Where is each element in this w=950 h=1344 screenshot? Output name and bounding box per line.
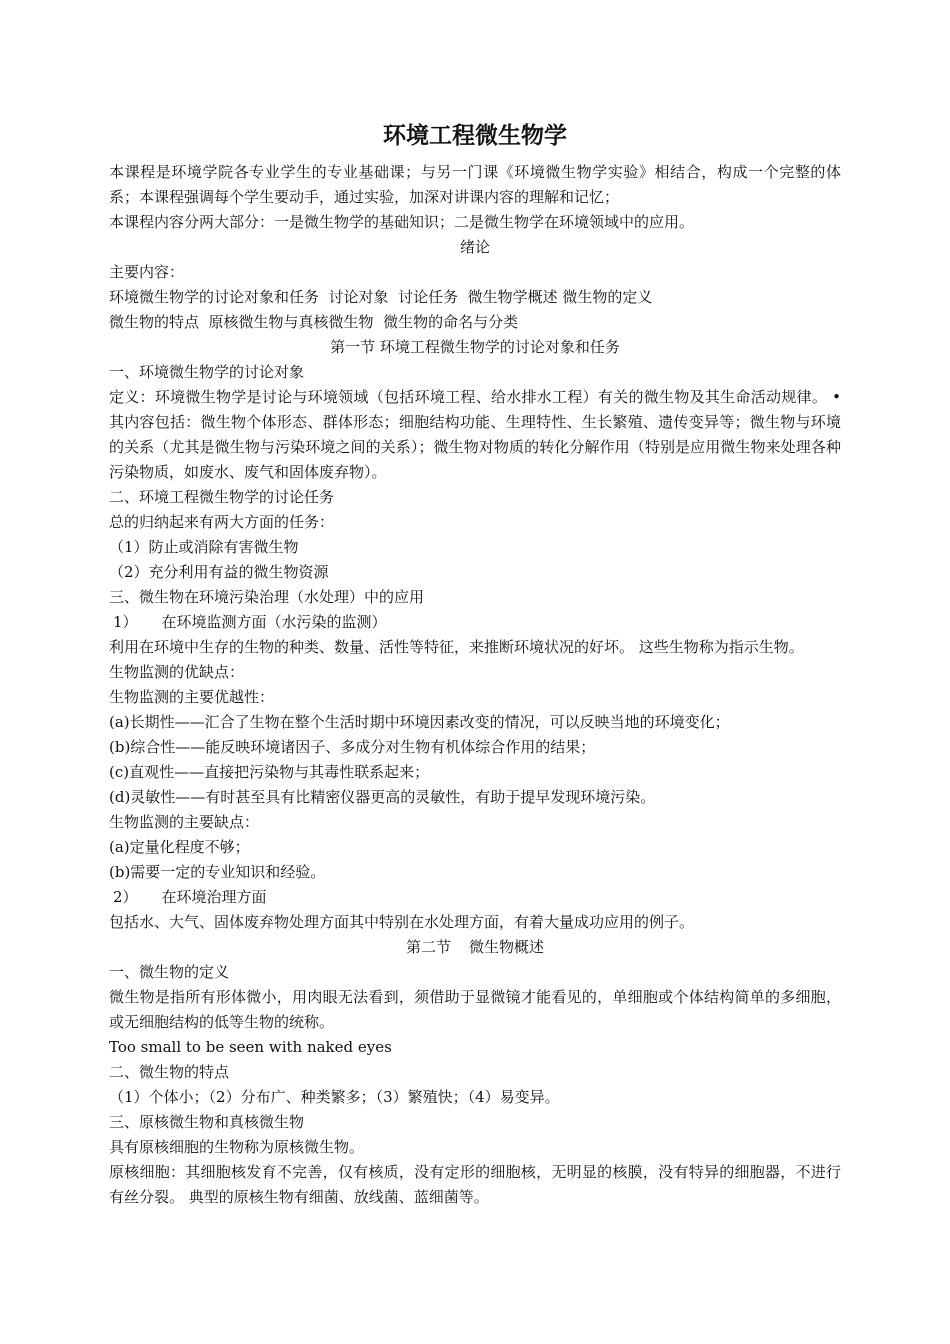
section2-english-line: Too small to be seen with naked eyes: [109, 1038, 392, 1056]
pros-item-b: (b)综合性——能反映环境诸因子、多成分对生物有机体综合作用的结果；: [109, 738, 596, 756]
intro-paragraph-2: 本课程内容分两大部分：一是微生物学的基础知识；二是微生物学在环境领域中的应用。: [109, 213, 695, 231]
pros-cons-label: 生物监测的优缺点：: [109, 663, 245, 681]
section2-heading-title: 微生物概述: [469, 938, 545, 956]
section1-sub3-heading: 三、微生物在环境污染治理（水处理）中的应用: [109, 588, 425, 606]
section1-sub2-text: 总的归纳起来有两大方面的任务：: [109, 513, 335, 531]
pros-item-d: (d)灵敏性——有时甚至具有比精密仪器更高的灵敏性，有助于提早发现环境污染。: [109, 788, 656, 806]
section2-heading: [109, 935, 841, 960]
task-item-1: （1）防止或消除有害微生物: [109, 538, 299, 556]
application-item-2-text: 包括水、大气、固体废弃物处理方面其中特别在水处理方面，有着大量成功应用的例子。: [109, 913, 695, 931]
section2-sub1-text: 微生物是指所有形体微小，用肉眼无法看到，须借助于显微镜才能看见的，单细胞或个体结构简单的多细胞，或无细胞结构的低等生物的统称。: [109, 988, 841, 1031]
section1-sub1-heading: 一、环境微生物学的讨论对象: [109, 363, 305, 381]
pros-item-a: (a)长期性——汇合了生物在整个生活时期中环境因素改变的情况，可以反映当地的环境变化；: [109, 713, 730, 731]
section1-sub1-text: 定义：环境微生物学是讨论与环境领域（包括环境工程、给水排水工程）有关的微生物及其生命活动规律。 •其内容包括：微生物个体形态、群体形态；细胞结构功能、生理特性、生长繁殖、遗传变异等；微生物与环境的关系（尤其是微生物与污染环境之间的关系）；微生物对物质的转化分解作用（特别是应用微生物来处理各种污染物质，如废水、废气和固体废弃物）。: [109, 388, 841, 481]
application-item-1-number: 1）: [113, 613, 138, 631]
application-item-1-title: 在环境监测方面（水污染的监测）: [161, 613, 387, 631]
document-body: [109, 118, 841, 1210]
cons-item-a: (a)定量化程度不够；: [109, 838, 250, 856]
intro-heading: 绪论: [459, 238, 490, 256]
section2-sub3-heading: 三、原核微生物和真核微生物: [109, 1113, 305, 1131]
section2-sub3-text-1: 具有原核细胞的生物称为原核微生物。: [109, 1138, 365, 1156]
section1-sub2-heading: 二、环境工程微生物学的讨论任务: [109, 488, 335, 506]
main-content-label: 主要内容：: [109, 263, 185, 281]
task-item-2: （2）充分利用有益的微生物资源: [109, 563, 329, 581]
section2-sub2-text: （1）个体小；（2）分布广、种类繁多；（3）繁殖快；（4）易变异。: [109, 1088, 560, 1106]
cons-item-b: (b)需要一定的专业知识和经验。: [109, 863, 326, 881]
application-item-2-number: 2）: [113, 888, 138, 906]
cons-label: 生物监测的主要缺点：: [109, 813, 260, 831]
section2-sub2-heading: 二、微生物的特点: [109, 1063, 230, 1081]
application-item-2: [109, 885, 841, 910]
application-item-1: [109, 610, 841, 635]
pros-item-c: (c)直观性——直接把污染物与其毒性联系起来；: [109, 763, 430, 781]
intro-paragraph-1: 本课程是环境学院各专业学生的专业基础课；与另一门课《环境微生物学实验》相结合，构成一个完整的体系；本课程强调每个学生要动手，通过实验，加深对讲课内容的理解和记忆；: [109, 163, 841, 206]
application-item-1-text: 利用在环境中生存的生物的种类、数量、活性等特征，来推断环境状况的好坏。 这些生物称为指示生物。: [109, 638, 804, 656]
application-item-2-title: 在环境治理方面: [161, 888, 267, 906]
main-content-line-1: 环境微生物学的讨论对象和任务 讨论对象 讨论任务 微生物学概述 微生物的定义: [109, 288, 653, 306]
section2-heading-number: 第二节: [405, 938, 451, 956]
section2-sub1-heading: 一、微生物的定义: [109, 963, 230, 981]
main-content-line-2: 微生物的特点 原核微生物与真核微生物 微生物的命名与分类: [109, 313, 519, 331]
section2-sub3-text-2: 原核细胞：其细胞核发育不完善，仅有核质，没有定形的细胞核，无明显的核膜，没有特异的细胞器，不进行有丝分裂。 典型的原核生物有细菌、放线菌、蓝细菌等。: [109, 1163, 841, 1206]
pros-label: 生物监测的主要优越性：: [109, 688, 275, 706]
document-title: 环境工程微生物学: [383, 122, 567, 149]
section1-heading: 第一节 环境工程微生物学的讨论对象和任务: [330, 338, 620, 356]
